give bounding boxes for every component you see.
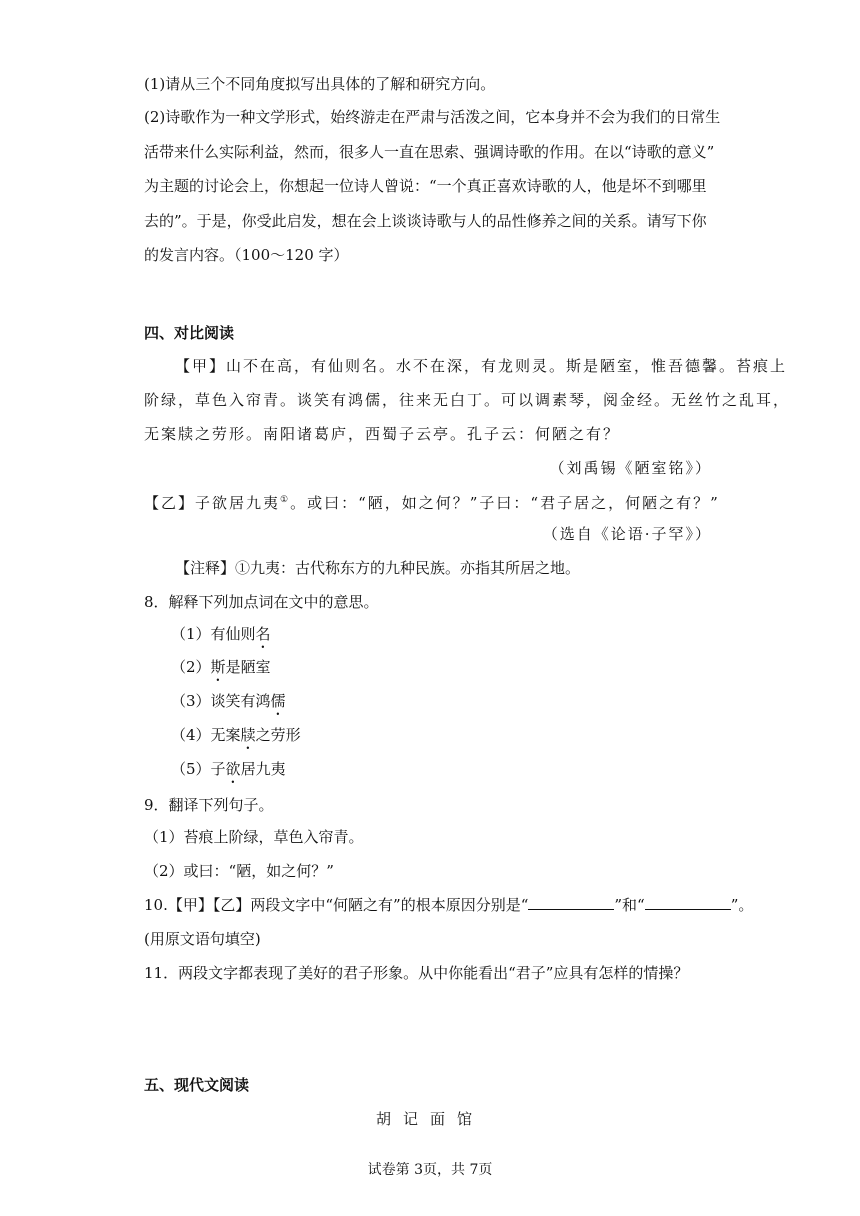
answer-blank[interactable]: [645, 895, 731, 910]
question-part-2-line: 为主题的讨论会上，你想起一位诗人曾说：“一个真正喜欢诗歌的人，他是坏不到哪里: [144, 177, 707, 195]
item-text: （4）无案: [171, 726, 241, 744]
question-part-1: (1)请从三个不同角度拟写出具体的了解和研究方向。: [144, 75, 496, 93]
question-8-item: [171, 691, 286, 719]
dotted-word: 牍: [240, 726, 256, 744]
question-8-item: [171, 624, 271, 652]
question-11-stem: 11．两段文字都表现了美好的君子形象。从中你能看出“君子”应具有怎样的情操？: [144, 964, 689, 982]
question-10-text: ”。: [730, 896, 754, 914]
question-9-item: （1）苔痕上阶绿，草色入帘青。: [144, 828, 364, 846]
section-5-heading: 五、现代文阅读: [144, 1076, 250, 1094]
question-10-hint: (用原文语句填空): [144, 930, 261, 948]
question-8-stem: 8．解释下列加点词在文中的意思。: [144, 593, 379, 611]
dotted-word: 名: [255, 625, 271, 643]
passage-jia-line: 无案牍之劳形。南阳诸葛庐，西蜀子云亭。孔子云：何陋之有？: [144, 425, 621, 443]
passage-yi-text: 。或曰：“陋，如之何？”子曰：“君子居之，何陋之有？”: [290, 494, 720, 512]
note-marker: ①: [280, 495, 291, 505]
item-text: （5）子: [171, 760, 226, 778]
answer-blank[interactable]: [528, 895, 614, 910]
article-title: 胡记面馆: [375, 1110, 484, 1128]
dotted-word: 欲: [225, 760, 241, 778]
item-text: （1）有仙则: [171, 625, 256, 643]
question-8-item: [171, 759, 286, 787]
question-9-stem: 9．翻译下列句子。: [144, 796, 274, 814]
passage-jia-line: 【甲】山不在高，有仙则名。水不在深，有龙则灵。斯是陋室，惟吾德馨。苔痕上: [175, 357, 788, 375]
question-10: [144, 895, 753, 915]
passage-jia-line: 阶绿，草色入帘青。谈笑有鸿儒，往来无白丁。可以调素琴，阅金经。无丝竹之乱耳，: [144, 391, 791, 409]
dotted-word: 斯: [210, 658, 226, 676]
passage-yi-text: 【乙】子欲居九夷: [144, 494, 281, 512]
passage-jia-source: （刘禹锡《陋室铭》）: [549, 459, 712, 477]
question-part-2-line: 活带来什么实际利益，然而，很多人一直在思索、强调诗歌的作用。在以“诗歌的意义”: [144, 143, 715, 161]
question-8-item: [171, 657, 271, 685]
item-text: 之劳形: [255, 726, 301, 744]
annotation-note: 【注释】①九夷：古代称东方的九种民族。亦指其所居之地。: [175, 559, 581, 577]
item-text: 是陋室: [225, 658, 271, 676]
question-10-text: ”和“: [614, 896, 645, 914]
passage-yi: [144, 490, 720, 513]
item-text: 居九夷: [240, 760, 286, 778]
dotted-word: 儒: [270, 692, 286, 710]
question-part-2-line: 的发言内容。（100～120 字）: [144, 246, 349, 264]
passage-yi-source: （选自《论语·子罕》）: [542, 525, 712, 543]
question-part-2-line: 去的”。于是，你受此启发，想在会上谈谈诗歌与人的品性修养之间的关系。请写下你: [144, 212, 707, 230]
item-text: （2）: [171, 658, 211, 676]
question-9-item: （2）或曰：“陋，如之何？”: [144, 862, 334, 880]
question-10-text: 10.【甲】【乙】两段文字中“何陋之有”的根本原因分别是“: [144, 896, 529, 914]
question-part-2-line: (2)诗歌作为一种文学形式，始终游走在严肃与活泼之间，它本身并不会为我们的日常生: [144, 108, 721, 126]
item-text: （3）谈笑有鸿: [171, 692, 271, 710]
question-8-item: [171, 725, 301, 753]
page-footer: 试卷第 3页，共 7页: [367, 1162, 493, 1178]
section-4-heading: 四、对比阅读: [144, 324, 235, 342]
